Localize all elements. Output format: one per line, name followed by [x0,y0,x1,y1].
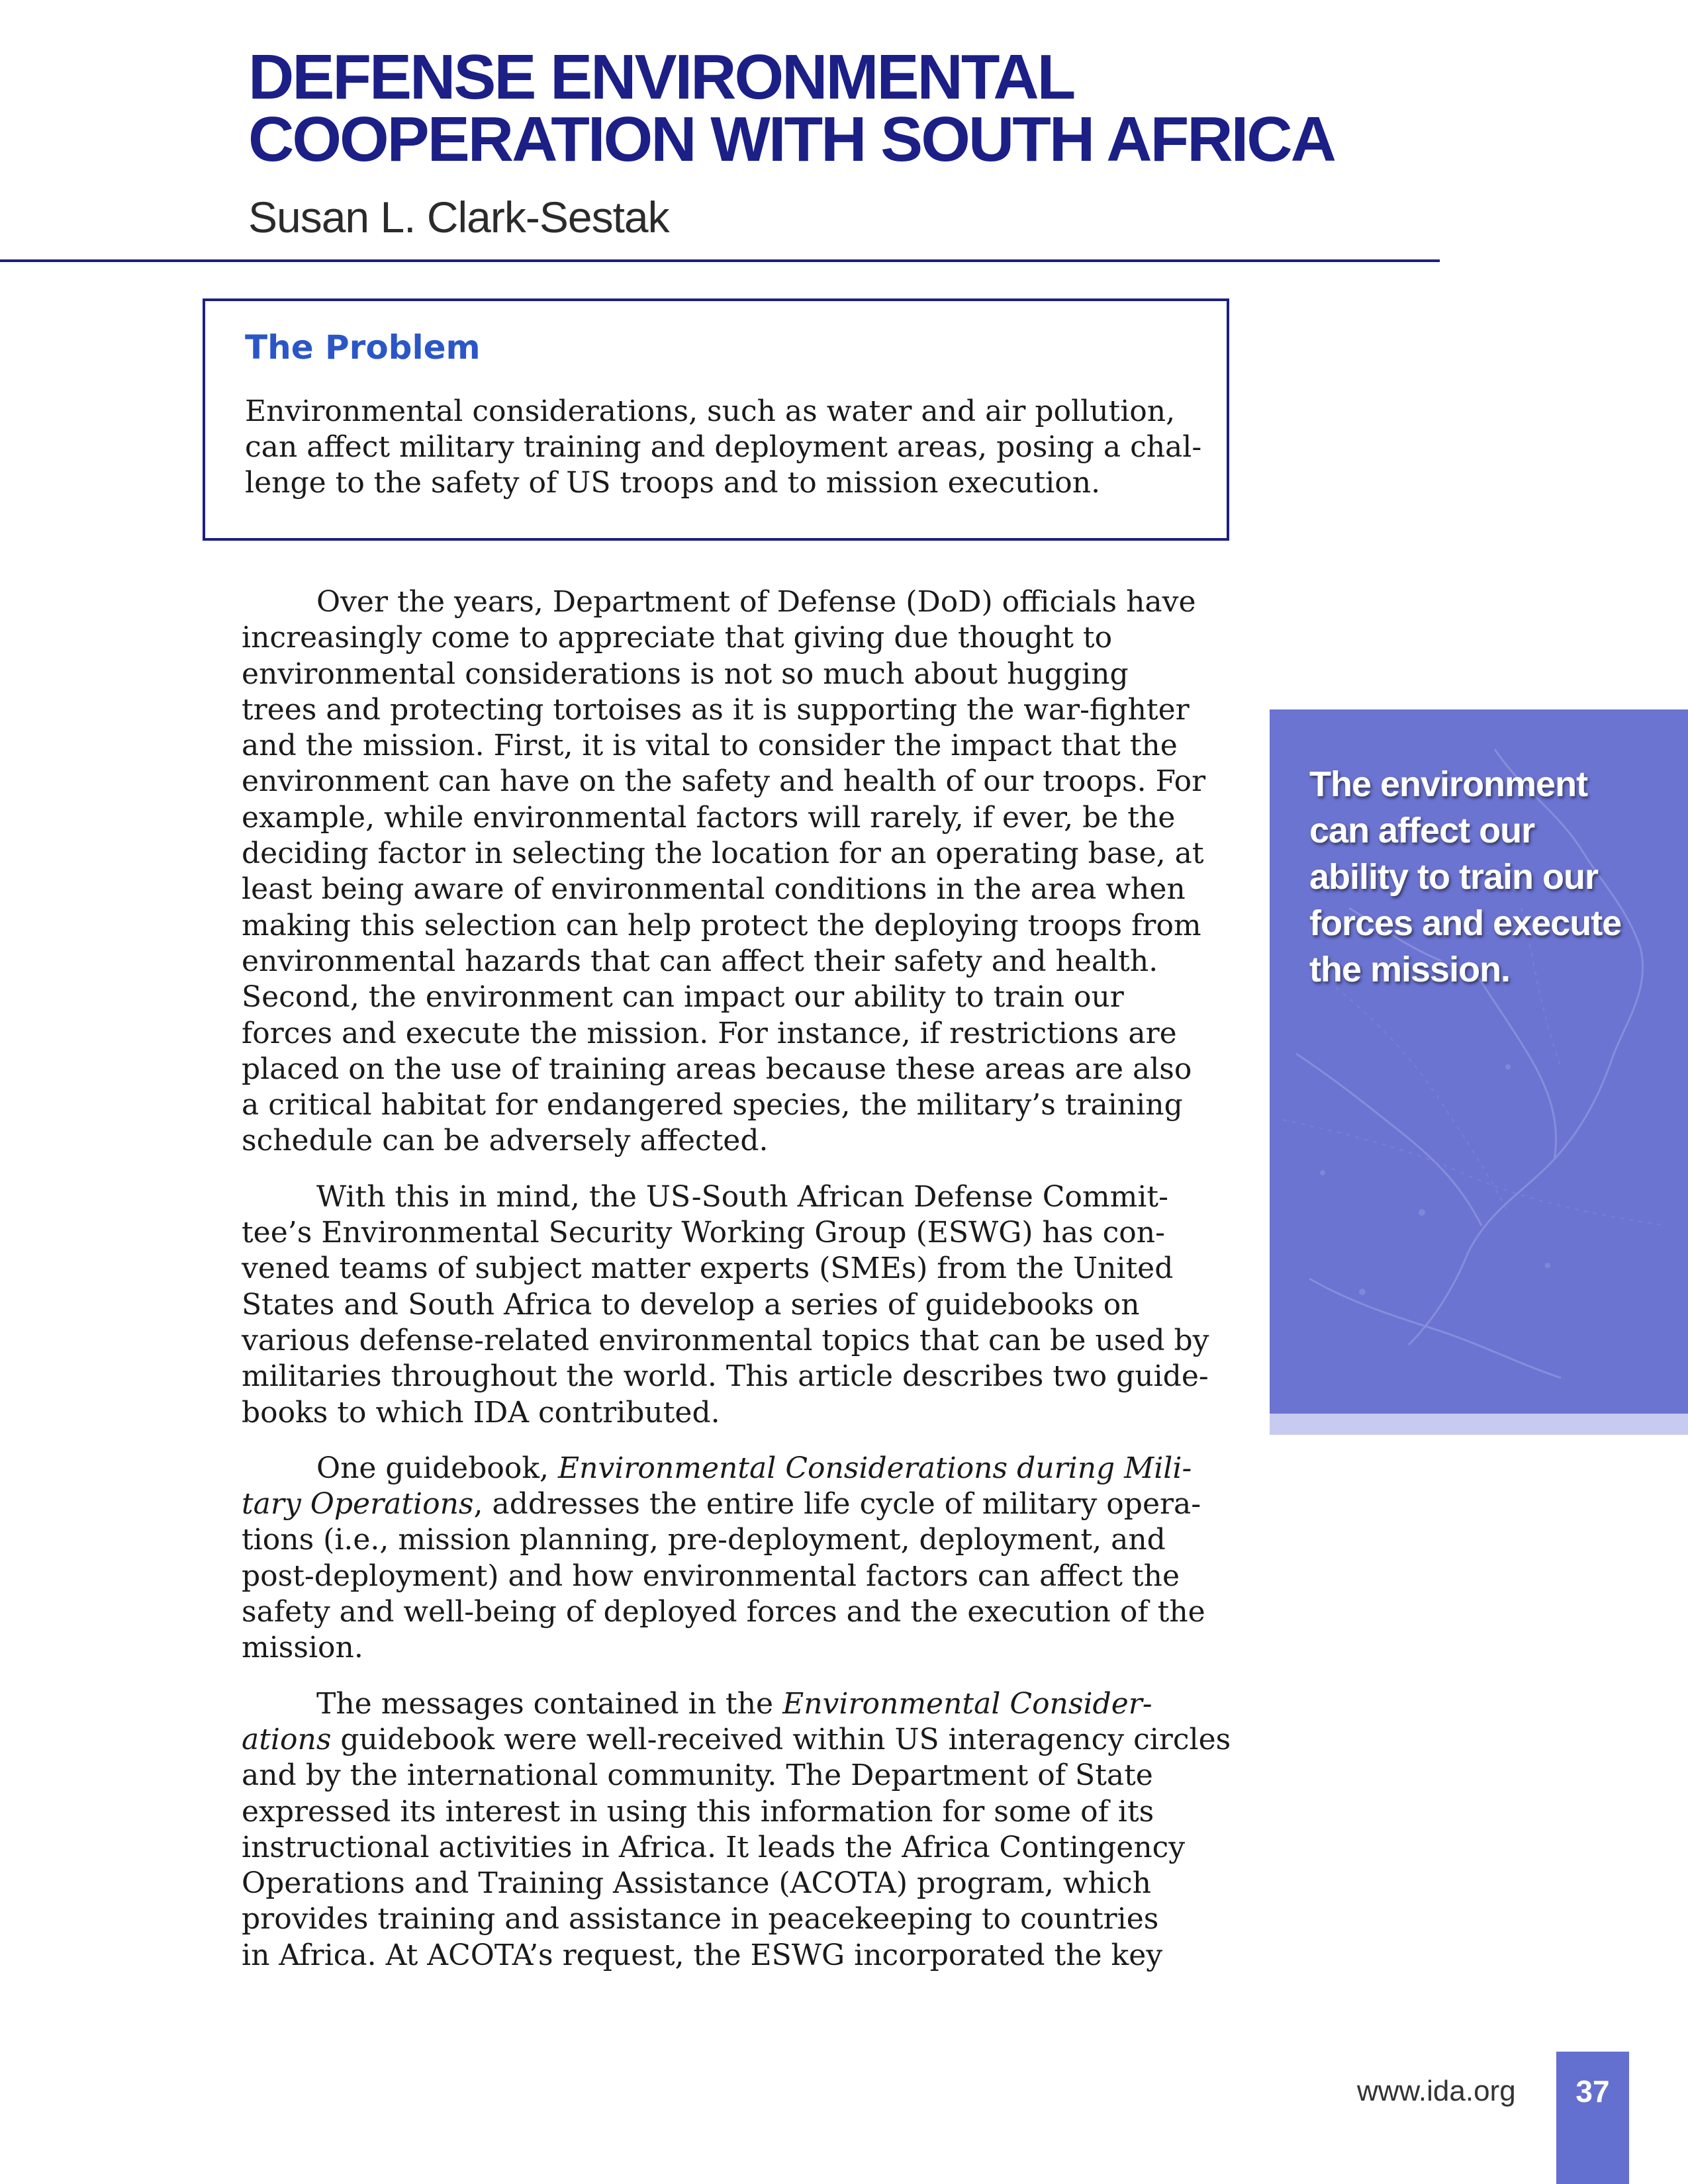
text-line [242,1451,1221,1486]
problem-line: can affect military training and deployment areas, posing a chal- [245,430,1202,464]
text-line: least being aware of environmental conditions in the area when [242,872,1186,907]
paragraph-3 [242,1451,1221,1666]
text-line: a critical habitat for endangered species, the military’s training [242,1088,1183,1122]
book-title-italic: Environmental Consider- [782,1686,1152,1721]
book-title-italic: ations [242,1722,332,1756]
text-line: tee’s Environmental Security Working Group (ESWG) has con- [242,1216,1166,1250]
text-line [242,1722,1231,1758]
text-line: militaries throughout the world. This article describes two guide- [242,1359,1209,1394]
problem-text [245,394,1218,501]
footer-url: www.ida.org [1357,2075,1516,2107]
text-line: vened teams of subject matter experts (SMEs) from the United [242,1251,1174,1286]
page-number: 37 [1575,2074,1610,2109]
text-line: provides training and assistance in peacekeeping to countries [242,1902,1159,1936]
text-line: instructional activities in Africa. It leads the Africa Contingency [242,1830,1186,1864]
article-title [248,42,1335,175]
text-line: environment can have on the safety and health of our troops. For [242,764,1206,799]
text-line: mission. [242,1631,363,1665]
text-line: increasingly come to appreciate that giving due thought to [242,621,1113,655]
text-fragment: One guidebook, [316,1451,558,1485]
problem-heading: The Problem [245,328,481,367]
text-line: With this in mind, the US-South African Defense Commit- [316,1179,1168,1214]
problem-line: lenge to the safety of US troops and to mission execution. [245,466,1101,500]
page-number-tab [1556,2052,1629,2184]
title-divider [0,259,1440,262]
text-line: environmental hazards that can affect their safety and health. [242,944,1158,978]
pullquote-text [1309,761,1621,993]
author-byline: Susan L. Clark-Sestak [248,193,669,242]
text-line: post-deployment) and how environmental factors can affect the [242,1559,1180,1593]
text-line: safety and well-being of deployed forces and the execution of the [242,1595,1205,1629]
pullquote-line: forces and execute [1309,903,1622,943]
paragraph-4 [242,1686,1231,1974]
pullquote-line: can affect our [1309,811,1535,850]
book-title-italic: tary Operations [242,1487,474,1522]
article-body [242,584,1231,1993]
text-line: making this selection can help protect the deploying troops from [242,908,1201,942]
text-line: various defense-related environmental topics that can be used by [242,1323,1209,1357]
text-line: example, while environmental factors will rarely, if ever, be the [242,800,1176,835]
text-fragment: The messages contained in the [316,1686,783,1721]
sidebar-bottom-band [1270,1414,1688,1435]
problem-line: Environmental considerations, such as water and air pollution, [245,394,1176,428]
pullquote-sidebar [1270,709,1688,1414]
text-line: in Africa. At ACOTA’s request, the ESWG incorporated the key [242,1938,1163,1972]
text-line: Operations and Training Assistance (ACOTA) program, which [242,1866,1151,1901]
title-line-1: DEFENSE ENVIRONMENTAL [248,42,1074,113]
text-line: and the mission. First, it is vital to consider the impact that the [242,729,1178,763]
pullquote-line: the mission. [1309,950,1511,989]
text-line: books to which IDA contributed. [242,1395,720,1430]
text-line: and by the international community. The Department of State [242,1758,1153,1793]
text-line [242,1686,1221,1722]
problem-callout-box [203,298,1229,541]
text-line: deciding factor in selecting the location for an operating base, at [242,837,1204,871]
paragraph-2 [242,1179,1221,1431]
text-fragment: guidebook were well-received within US interagency circles [331,1722,1231,1756]
text-line: Over the years, Department of Defense (DoD) officials have [316,585,1196,619]
text-line: tions (i.e., mission planning, pre-deployment, deployment, and [242,1523,1166,1557]
text-line: environmental considerations is not so much about hugging [242,657,1129,691]
pullquote-line: ability to train our [1309,857,1599,897]
pullquote-line: The environment [1309,764,1588,804]
text-line: forces and execute the mission. For instance, if restrictions are [242,1016,1177,1050]
text-line: trees and protecting tortoises as it is supporting the war-fighter [242,692,1190,727]
paragraph-1 [242,584,1221,1160]
text-line: placed on the use of training areas because these areas are also [242,1052,1192,1086]
title-line-2: COOPERATION WITH SOUTH AFRICA [248,104,1335,175]
text-line [242,1486,1221,1522]
book-title-italic: Environmental Considerations during Mili- [558,1451,1192,1485]
text-fragment: , addresses the entire life cycle of military opera- [473,1487,1201,1522]
text-line: schedule can be adversely affected. [242,1124,769,1158]
text-line: expressed its interest in using this information for some of its [242,1794,1154,1829]
text-line: States and South Africa to develop a series of guidebooks on [242,1287,1140,1322]
text-line: Second, the environment can impact our ability to train our [242,980,1124,1015]
